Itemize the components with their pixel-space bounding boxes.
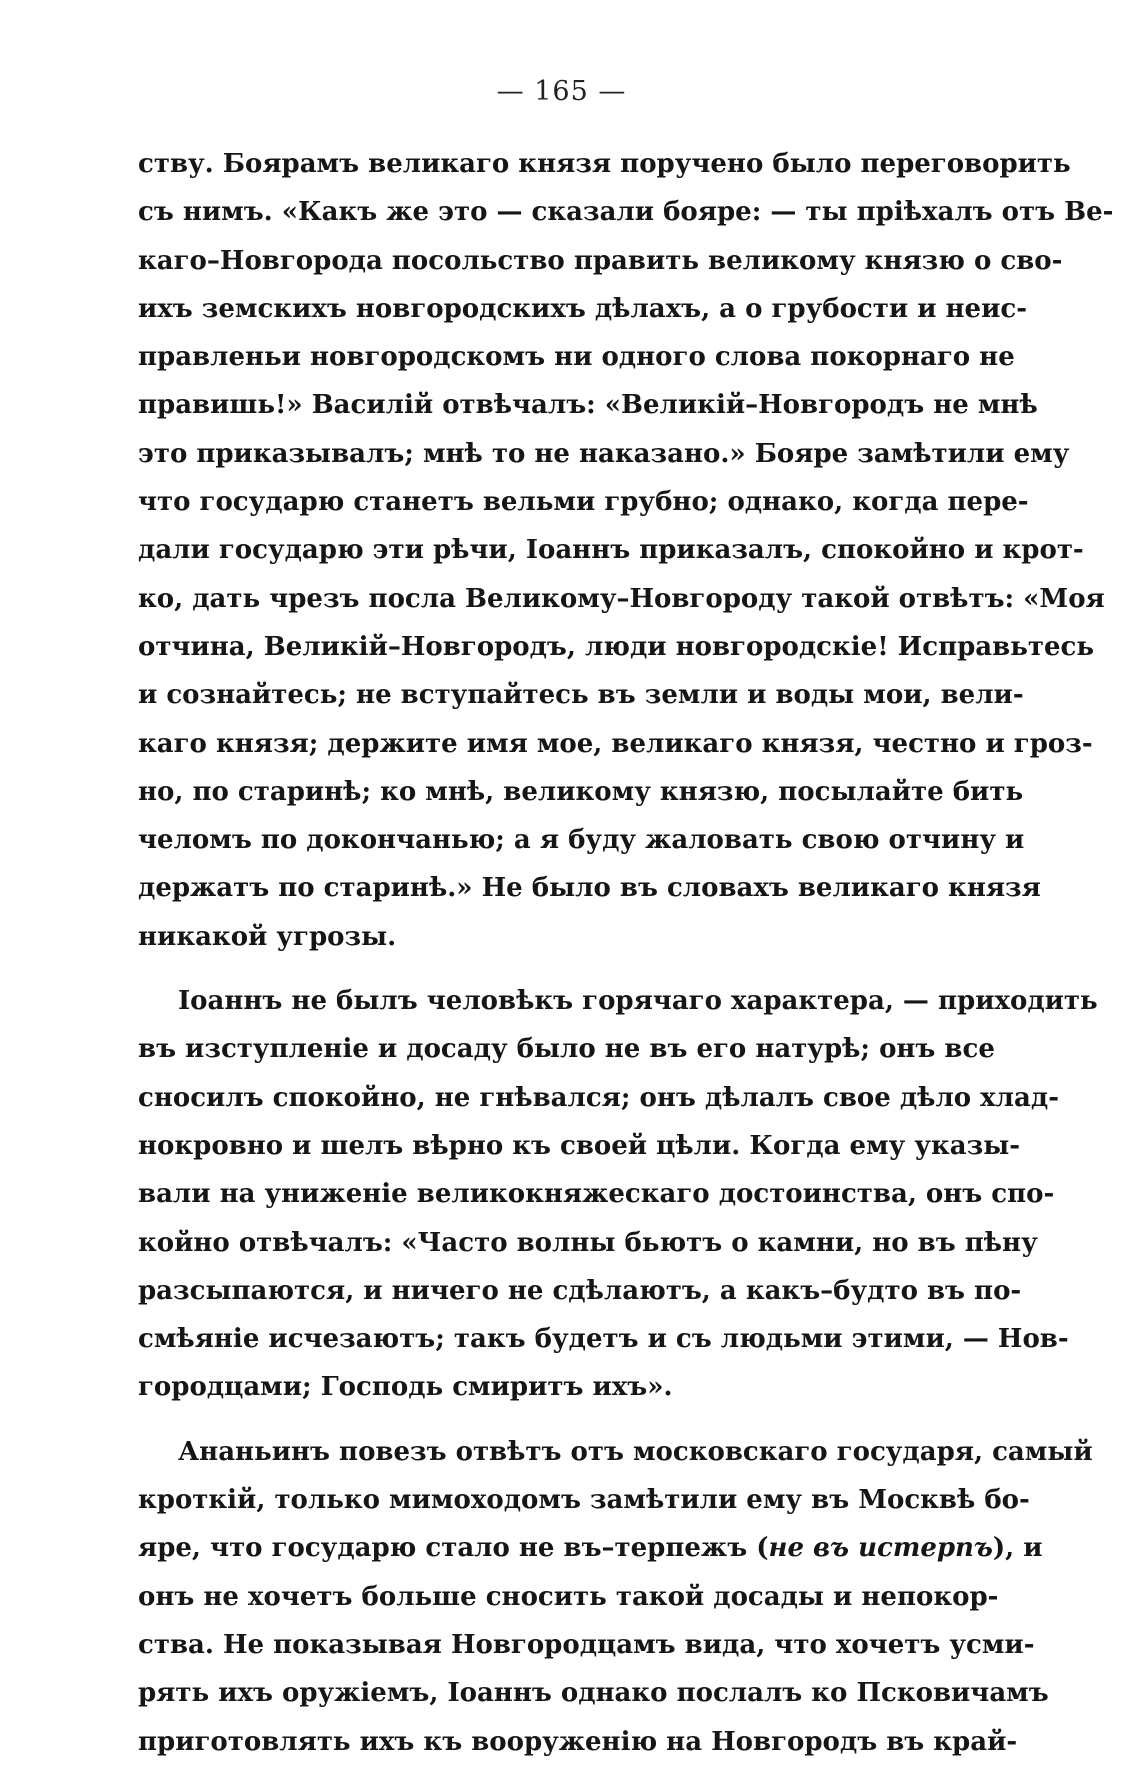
- text-line: каго–Новгорода посольство править великому князю о сво-: [138, 245, 1063, 276]
- paragraph-3: [138, 1428, 1093, 1766]
- text-line: ихъ земскихъ новгородскихъ дѣлахъ, а о грубости и неис-: [138, 293, 1028, 324]
- text-line: и сознайтесь; не вступайтесь въ земли и воды мои, вели-: [138, 680, 1024, 711]
- italic-phrase: не въ истерпъ: [768, 1533, 993, 1564]
- paragraph-2: [138, 977, 1098, 1412]
- text-line: дали государю эти рѣчи, Іоаннъ приказалъ, спокойно и крот-: [138, 535, 1084, 566]
- text-line: рять ихъ оружіемъ, Іоаннъ однако послалъ ко Псковичамъ: [138, 1678, 1049, 1709]
- body-text: [138, 140, 1114, 1766]
- text-line: смѣяніе исчезаютъ; такъ будетъ и съ людьми этими, — Нов-: [138, 1324, 1069, 1355]
- text-line: правленьи новгородскомъ ни одного слова покорнаго не: [138, 342, 1015, 373]
- text-line: ко, дать чрезъ посла Великому–Новгороду такой отвѣтъ: «Моя: [138, 583, 1105, 614]
- paragraph-gap: [138, 1412, 988, 1428]
- text-line: койно отвѣчалъ: «Часто волны бьютъ о камни, но въ пѣну: [138, 1227, 1038, 1258]
- text-line: городцами; Господь смиритъ ихъ».: [138, 1372, 673, 1403]
- text-line: каго князя; держите имя мое, великаго князя, честно и гроз-: [138, 728, 1093, 759]
- text-line: нокровно и шелъ вѣрно къ своей цѣли. Когда ему указы-: [138, 1130, 1021, 1161]
- paragraph-gap: [138, 961, 988, 977]
- text-line: въ изступленіе и досаду было не въ его натурѣ; онъ все: [138, 1034, 995, 1065]
- text-line: Ананьинъ повезъ отвѣтъ отъ московскаго государя, самый: [178, 1436, 1093, 1467]
- text-line: но, по старинѣ; ко мнѣ, великому князю, посылайте бить: [138, 776, 1024, 807]
- text-line: разсыпаются, и ничего не сдѣлаютъ, а какъ–будто въ по-: [138, 1275, 1022, 1306]
- text-line: ству. Боярамъ великаго князя поручено было переговорить: [138, 149, 1071, 179]
- text-line: кроткій, только мимоходомъ замѣтили ему въ Москвѣ бо-: [138, 1485, 1030, 1516]
- text-line: приготовлять ихъ къ вооруженію на Новгородъ въ край-: [138, 1726, 1018, 1757]
- text-line-mixed: яре, что государю стало не въ–терпежъ (не въ истерпъ), и: [138, 1533, 1043, 1564]
- text-line: что государю станетъ вельми грубно; однако, когда пере-: [138, 487, 1029, 518]
- text-line: держатъ по старинѣ.» Не было въ словахъ великаго князя: [138, 873, 1041, 904]
- text-line: никакой угрозы.: [138, 921, 397, 952]
- page-number: — 165 —: [496, 76, 627, 107]
- text-line: правишь!» Василій отвѣчалъ: «Великій–Новгородъ не мнѣ: [138, 390, 1038, 421]
- text-line: съ нимъ. «Какъ же это — сказали бояре: — ты пріѣхалъ отъ Ве-: [138, 197, 1114, 228]
- text-line: Іоаннъ не былъ человѣкъ горячаго характера, — приходить: [178, 986, 1098, 1017]
- paragraph-1: [138, 140, 1114, 961]
- text-line: ства. Не показывая Новгородцамъ вида, что хочетъ усми-: [138, 1629, 1035, 1660]
- text-line: отчина, Великій–Новгородъ, люди новгородскіе! Исправьтесь: [138, 631, 1094, 662]
- text-segment: ), и: [992, 1533, 1043, 1564]
- text-line: вали на униженіе великокняжескаго достоинства, онъ спо-: [138, 1179, 1055, 1210]
- text-line: онъ не хочетъ больше сносить такой досады и непокор-: [138, 1581, 999, 1612]
- text-line: сносилъ спокойно, не гнѣвался; онъ дѣлалъ свое дѣло хлад-: [138, 1082, 1059, 1113]
- text-segment: яре, что государю стало не въ–терпежъ: [138, 1533, 748, 1564]
- text-line: это приказывалъ; мнѣ то не наказано.» Бояре замѣтили ему: [138, 438, 1070, 469]
- text-line: челомъ по докончанью; а я буду жаловать свою отчину и: [138, 825, 1025, 856]
